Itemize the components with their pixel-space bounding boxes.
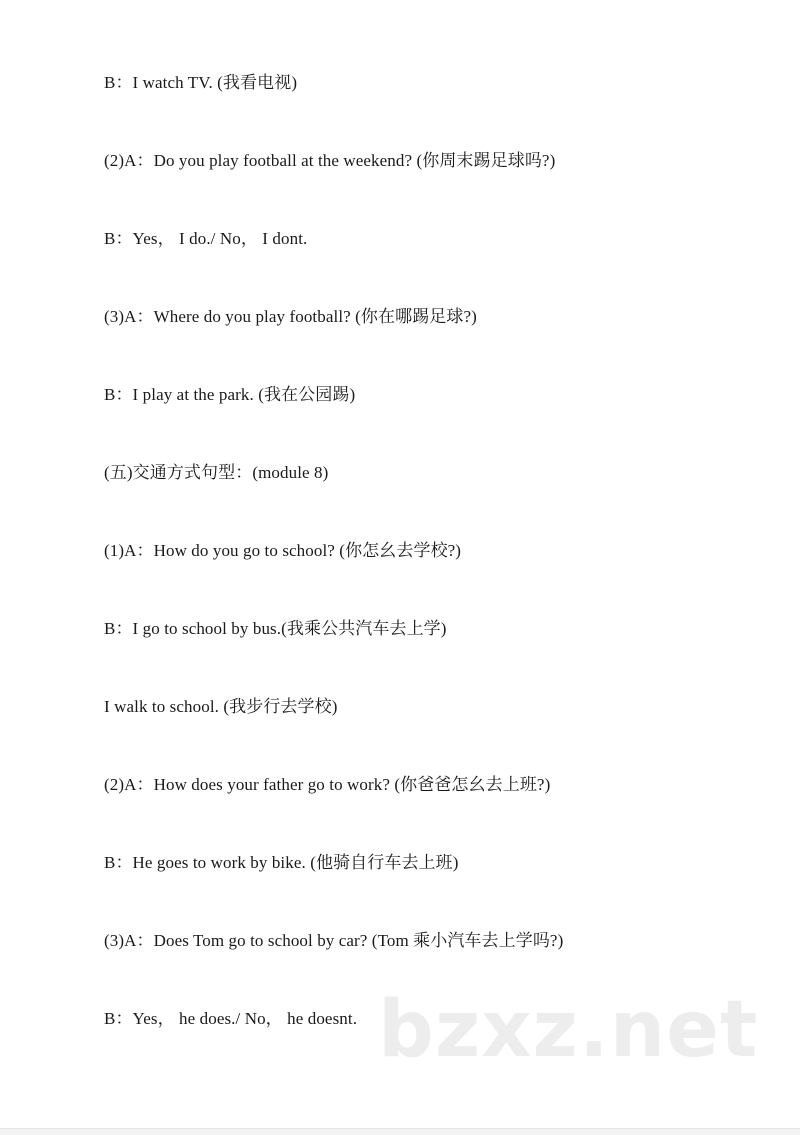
text-line: B：He goes to work by bike. (他骑自行车去上班) [104, 853, 459, 872]
text-line: (3)A：Does Tom go to school by car? (Tom 乘小汽车去上学吗?) [104, 931, 564, 950]
text-line: (2)A：Do you play football at the weekend? (你周末踢足球吗?) [104, 151, 556, 170]
text-line: (2)A：How does your father go to work? (你爸爸怎幺去上班?) [104, 775, 551, 794]
text-line: B：I play at the park. (我在公园踢) [104, 385, 356, 404]
text-line: B：I go to school by bus.(我乘公共汽车去上学) [104, 619, 447, 638]
text-line: B：Yes， I do./ No， I dont. [104, 229, 308, 248]
text-line: (1)A：How do you go to school? (你怎幺去学校?) [104, 541, 462, 560]
text-line: B：Yes， he does./ No， he doesnt. [104, 1009, 358, 1028]
text-line: B：I watch TV. (我看电视) [104, 73, 298, 92]
text-line: (3)A：Where do you play football? (你在哪踢足球?) [104, 307, 477, 326]
section-heading: (五)交通方式句型：(module 8) [104, 463, 329, 482]
text-line: I walk to school. (我步行去学校) [104, 697, 338, 716]
watermark: bzxz.net [378, 985, 759, 1075]
